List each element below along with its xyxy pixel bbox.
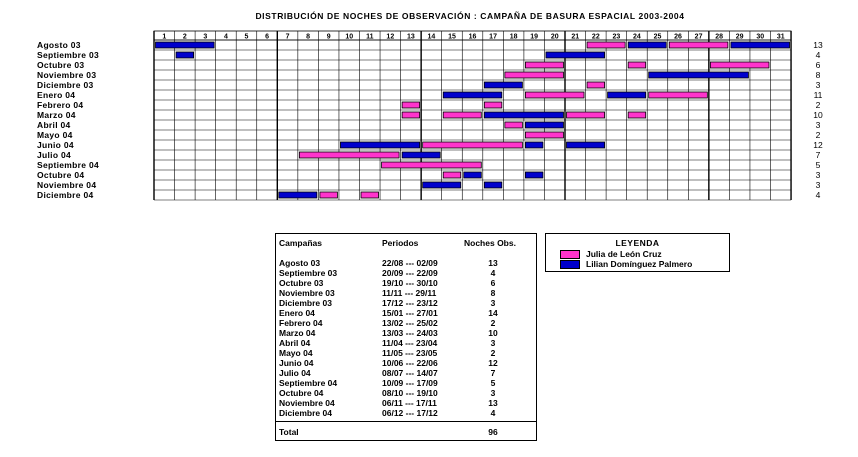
summary-campaign: Diciembre 04 (279, 408, 332, 418)
summary-campaign: Noviembre 04 (279, 398, 335, 408)
row-label: Julio 04 (37, 150, 72, 160)
summary-total-label: Total (279, 427, 299, 437)
bar-julia (361, 192, 379, 198)
summary-period: 08/10 --- 19/10 (382, 388, 438, 398)
bar-lilian (525, 122, 563, 128)
row-count: 3 (815, 120, 821, 130)
day-label: 22 (591, 33, 600, 41)
bar-lilian (402, 152, 440, 158)
bar-julia (402, 112, 420, 118)
summary-period: 22/08 --- 02/09 (382, 258, 438, 268)
row-label: Septiembre 03 (37, 50, 100, 60)
summary-period: 19/10 --- 30/10 (382, 278, 438, 288)
bar-julia (443, 172, 461, 178)
summary-nights: 8 (490, 288, 496, 298)
bar-julia (320, 192, 338, 198)
summary-nights: 2 (490, 348, 496, 358)
row-count: 11 (813, 90, 823, 100)
summary-period: 06/11 --- 17/11 (382, 398, 437, 408)
summary-period: 17/12 --- 23/12 (382, 298, 438, 308)
day-label: 15 (448, 33, 456, 41)
summary-header-nights: Noches Obs. (464, 238, 516, 248)
bar-julia (628, 62, 646, 68)
day-label: 26 (674, 33, 682, 41)
row-label: Marzo 04 (37, 110, 76, 120)
summary-total-value: 96 (488, 427, 498, 437)
summary-divider (276, 421, 536, 422)
bar-lilian (525, 142, 543, 148)
summary-campaign: Noviembre 03 (279, 288, 335, 298)
day-label: 28 (715, 33, 724, 41)
row-label: Octubre 04 (37, 170, 85, 180)
day-label: 8 (306, 33, 311, 41)
day-label: 23 (612, 33, 621, 41)
summary-nights: 2 (490, 318, 496, 328)
summary-campaign: Junio 04 (279, 358, 314, 368)
bar-julia (669, 42, 728, 48)
summary-period: 15/01 --- 27/01 (382, 308, 438, 318)
summary-row (276, 388, 536, 398)
day-label: 16 (468, 33, 477, 41)
row-count: 4 (815, 50, 821, 60)
day-label: 25 (653, 33, 662, 41)
row-label: Octubre 03 (37, 60, 85, 70)
bar-julia (525, 62, 563, 68)
summary-header-campaign: Campañas (279, 238, 322, 248)
day-label: 30 (756, 33, 765, 41)
bar-lilian (176, 52, 194, 58)
summary-nights: 6 (490, 278, 496, 288)
summary-table (275, 233, 537, 441)
row-count: 12 (813, 140, 823, 150)
day-label: 10 (345, 33, 354, 41)
summary-campaign: Agosto 03 (279, 258, 321, 268)
summary-period: 20/09 --- 22/09 (382, 268, 438, 278)
summary-nights: 5 (490, 378, 496, 388)
day-label: 1 (162, 33, 167, 41)
summary-period: 08/07 --- 14/07 (382, 368, 438, 378)
summary-row (276, 308, 536, 318)
bar-lilian (525, 172, 543, 178)
summary-nights: 13 (488, 258, 498, 268)
chart-title: DISTRIBUCIÓN DE NOCHES DE OBSERVACIÓN : CAMPAÑA DE BASURA ESPACIAL 2003-2004 (255, 11, 685, 21)
summary-nights: 3 (490, 338, 496, 348)
bar-lilian (484, 112, 563, 118)
summary-row (276, 298, 536, 308)
row-count: 2 (815, 130, 821, 140)
day-label: 19 (530, 33, 539, 41)
summary-campaign: Julio 04 (279, 368, 311, 378)
bar-lilian (731, 42, 790, 48)
summary-nights: 10 (488, 328, 498, 338)
bar-lilian (340, 142, 419, 148)
row-label: Abril 04 (37, 120, 71, 130)
row-count: 10 (813, 110, 823, 120)
summary-nights: 14 (488, 308, 498, 318)
row-label: Enero 04 (37, 90, 76, 100)
bar-julia (505, 122, 523, 128)
bar-julia (587, 82, 605, 88)
day-label: 3 (203, 33, 208, 41)
bar-julia (382, 162, 482, 168)
bar-lilian (423, 182, 461, 188)
bar-lilian (649, 72, 749, 78)
summary-row (276, 328, 536, 338)
bar-lilian (464, 172, 482, 178)
summary-row (276, 358, 536, 368)
day-label: 2 (182, 33, 187, 41)
summary-period: 06/12 --- 17/12 (382, 408, 438, 418)
bar-julia (649, 92, 708, 98)
summary-campaign: Octubre 03 (279, 278, 324, 288)
bar-lilian (628, 42, 666, 48)
bar-lilian (443, 92, 502, 98)
summary-campaign: Septiembre 04 (279, 378, 338, 388)
bar-julia (443, 112, 481, 118)
summary-nights: 3 (490, 388, 496, 398)
bar-julia (299, 152, 399, 158)
summary-header-period: Periodos (382, 238, 419, 248)
summary-campaign: Abril 04 (279, 338, 311, 348)
bar-julia (423, 142, 523, 148)
summary-period: 10/06 --- 22/06 (382, 358, 438, 368)
bar-lilian (567, 142, 605, 148)
bar-lilian (608, 92, 646, 98)
day-label: 6 (265, 33, 269, 41)
row-label: Diciembre 03 (37, 80, 94, 90)
row-label: Noviembre 04 (37, 180, 97, 190)
row-label: Febrero 04 (37, 100, 84, 110)
summary-nights: 12 (488, 358, 498, 368)
summary-campaign: Septiembre 03 (279, 268, 338, 278)
summary-nights: 7 (490, 368, 496, 378)
day-label: 21 (571, 33, 580, 41)
row-label: Noviembre 03 (37, 70, 97, 80)
summary-nights: 3 (490, 298, 496, 308)
row-label: Septiembre 04 (37, 160, 100, 170)
row-label: Diciembre 04 (37, 190, 94, 200)
summary-period: 13/03 --- 24/03 (382, 328, 438, 338)
row-count: 8 (815, 70, 821, 80)
day-label: 12 (386, 33, 395, 41)
summary-row (276, 368, 536, 378)
day-label: 20 (550, 33, 559, 41)
day-label: 11 (366, 33, 374, 41)
summary-period: 10/09 --- 17/09 (382, 378, 438, 388)
day-label: 5 (244, 33, 249, 41)
bar-julia (484, 102, 502, 108)
summary-campaign: Diciembre 03 (279, 298, 332, 308)
summary-row (276, 278, 536, 288)
row-label: Agosto 03 (37, 40, 81, 50)
gantt-labels (37, 34, 823, 201)
day-label: 9 (326, 33, 331, 41)
bar-lilian (484, 82, 522, 88)
day-label: 29 (735, 33, 744, 41)
summary-nights: 4 (490, 268, 496, 278)
summary-campaign: Febrero 04 (279, 318, 323, 328)
summary-row (276, 318, 536, 328)
bar-lilian (546, 52, 605, 58)
summary-row (276, 258, 536, 268)
summary-row (276, 288, 536, 298)
row-count: 13 (813, 40, 823, 50)
summary-period: 11/05 --- 23/05 (382, 348, 438, 358)
day-label: 27 (694, 33, 703, 41)
summary-row (276, 348, 536, 358)
legend-title: LEYENDA (615, 238, 660, 248)
day-label: 14 (427, 33, 436, 41)
legend-swatch (560, 260, 580, 269)
legend (545, 233, 730, 272)
row-count: 4 (815, 190, 821, 200)
summary-campaign: Mayo 04 (279, 348, 313, 358)
legend-label: Julia de León Cruz (586, 249, 662, 259)
summary-nights: 13 (488, 398, 498, 408)
bar-julia (628, 112, 646, 118)
row-label: Mayo 04 (37, 130, 73, 140)
row-count: 2 (815, 100, 821, 110)
day-label: 17 (489, 33, 497, 41)
bar-julia (402, 102, 420, 108)
bar-julia (525, 92, 584, 98)
summary-row (276, 408, 536, 418)
bar-julia (505, 72, 564, 78)
summary-row (276, 338, 536, 348)
summary-campaign: Marzo 04 (279, 328, 316, 338)
summary-row (276, 398, 536, 408)
day-label: 18 (509, 33, 518, 41)
summary-period: 11/11 --- 29/11 (382, 288, 437, 298)
bar-lilian (279, 192, 317, 198)
bar-lilian (156, 42, 215, 48)
row-label: Junio 04 (37, 140, 74, 150)
bar-julia (567, 112, 605, 118)
summary-campaign: Octubre 04 (279, 388, 324, 398)
row-count: 3 (815, 170, 821, 180)
day-label: 31 (776, 33, 785, 41)
day-label: 4 (223, 33, 228, 41)
summary-campaign: Enero 04 (279, 308, 315, 318)
summary-period: 13/02 --- 25/02 (382, 318, 438, 328)
row-count: 3 (815, 80, 821, 90)
legend-swatch (560, 250, 580, 259)
day-label: 24 (633, 33, 641, 41)
bar-julia (525, 132, 563, 138)
bar-lilian (484, 182, 502, 188)
bar-julia (587, 42, 625, 48)
day-label: 7 (285, 33, 290, 41)
row-count: 3 (815, 180, 821, 190)
summary-row (276, 268, 536, 278)
summary-row (276, 378, 536, 388)
row-count: 7 (815, 150, 821, 160)
summary-period: 11/04 --- 23/04 (382, 338, 438, 348)
row-count: 5 (815, 160, 821, 170)
summary-nights: 4 (490, 408, 496, 418)
legend-label: Lilian Domínguez Palmero (586, 259, 693, 269)
row-count: 6 (815, 60, 821, 70)
bar-julia (710, 62, 769, 68)
day-label: 13 (406, 33, 415, 41)
